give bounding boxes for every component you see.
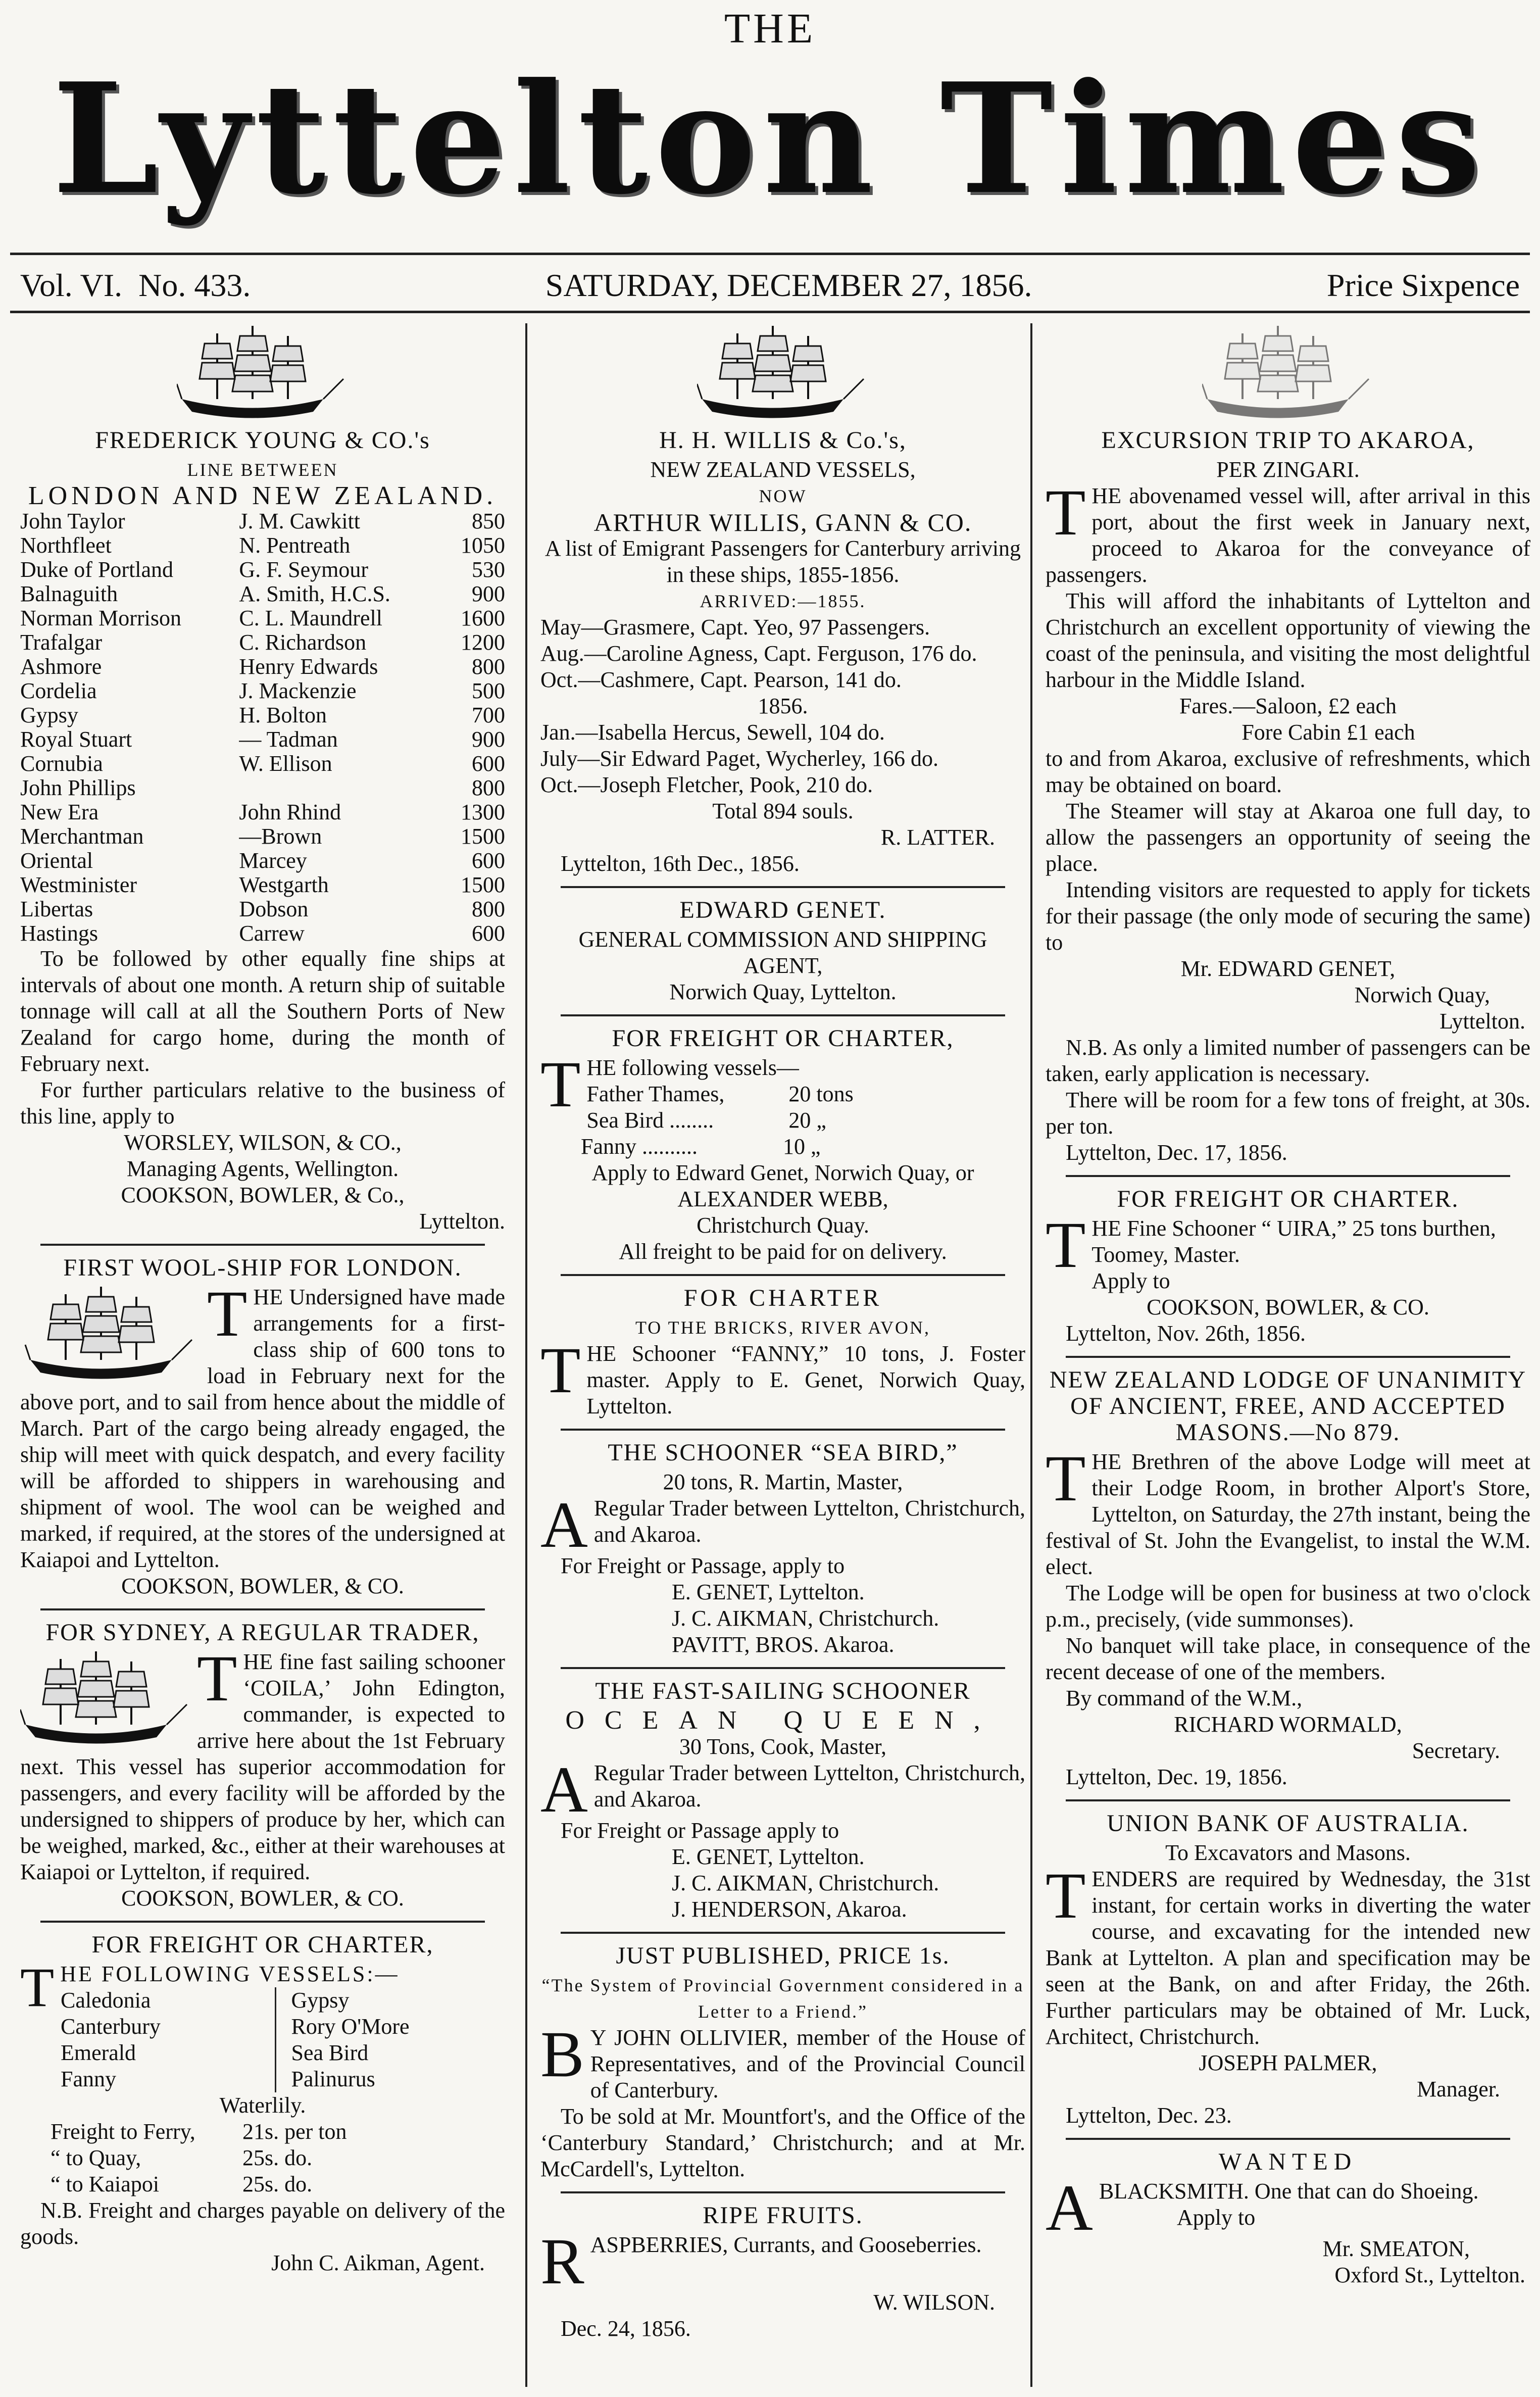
charter-sub: TO THE BRICKS, RIVER AVON, xyxy=(635,1317,931,1338)
excursion-agent-quay: Norwich Quay, xyxy=(1354,983,1490,1007)
ship-captain xyxy=(239,776,444,800)
excursion-agent: Mr. EDWARD GENET, xyxy=(1180,956,1396,981)
bank-date: Lyttelton, Dec. 23. xyxy=(1066,2103,1232,2128)
ocean-sub: 30 Tons, Cook, Master, xyxy=(679,1734,886,1759)
published-sub: “The System of Provincial Government considered in a Letter to a Friend.” xyxy=(541,1975,1024,2022)
ship-captain: N. Pentreath xyxy=(239,533,351,558)
charter-body: THE Schooner “FANNY,” 10 tons, J. Foster master. Apply to E. Genet, Norwich Quay, Lyttelton. xyxy=(540,1334,1025,1418)
bank-role: Manager. xyxy=(1417,2077,1500,2101)
ship-name: Hastings xyxy=(20,921,98,946)
freight2-alt-location: Christchurch Quay. xyxy=(697,1213,869,1238)
seabird-sub: 20 tons, R. Martin, Master, xyxy=(663,1470,903,1494)
genet-name: EDWARD GENET. xyxy=(679,897,886,923)
ship-tons: 1050 xyxy=(461,533,505,558)
table-row xyxy=(20,509,505,533)
ship-icon xyxy=(1202,323,1374,424)
ocean-title: THE FAST-SAILING SCHOONER xyxy=(595,1678,971,1704)
masthead-rule xyxy=(10,253,1530,255)
ship-name: Balnaguith xyxy=(20,581,118,606)
ship-name: Gypsy xyxy=(20,703,78,727)
separator xyxy=(1066,1356,1510,1358)
separator xyxy=(561,886,1005,888)
young-line-between: LINE BETWEEN xyxy=(187,460,338,480)
fruits-date: Dec. 24, 1856. xyxy=(561,2316,691,2341)
list-item: Sea Bird xyxy=(291,2040,369,2065)
excursion-agent-town: Lyttelton. xyxy=(1439,1009,1525,1034)
ship-name: Cornubia xyxy=(20,751,103,776)
rate-value: 21s. per ton xyxy=(242,2119,347,2144)
lodge-title: NEW ZEALAND LODGE OF UNANIMITY OF ANCIENT, FREE, AND ACCEPTED MASONS.—No 879. xyxy=(1049,1366,1527,1446)
separator xyxy=(40,1921,485,1923)
willis-date: Lyttelton, 16th Dec., 1856. xyxy=(561,851,800,876)
excursion-body: THE abovenamed vessel will, after arrival in this port, about the first week in January next, proceed to Akaroa for the conveyance of passengers. xyxy=(1046,476,1530,587)
table-row xyxy=(20,849,505,873)
table-row xyxy=(20,582,505,606)
ship-name: Cordelia xyxy=(20,678,97,703)
vessel-row xyxy=(581,1134,1025,1160)
young-route: LONDON AND NEW ZEALAND. xyxy=(28,481,498,510)
ocean-apply: For Freight or Passage apply to xyxy=(561,1818,839,1843)
freight2-alt: ALEXANDER WEBB, xyxy=(677,1187,888,1211)
woolship-sign: COOKSON, BOWLER, & CO. xyxy=(121,1574,404,1598)
lodge-role: Secretary. xyxy=(1412,1738,1500,1763)
ship-captain: Carrew xyxy=(239,921,305,946)
ship-name: Duke of Portland xyxy=(20,557,174,582)
vessel-tons: 20 tons xyxy=(788,1082,854,1106)
table-row xyxy=(20,655,505,679)
ship-tons: 800 xyxy=(472,654,505,679)
masthead-the: THE xyxy=(724,5,816,52)
table-row xyxy=(20,630,505,655)
list-item: Gypsy xyxy=(291,1988,350,2013)
willis-total: Total 894 souls. xyxy=(712,799,854,823)
uira-date: Lyttelton, Nov. 26th, 1856. xyxy=(1066,1321,1306,1346)
rate-row xyxy=(51,2171,505,2197)
excursion-room: There will be room for a few tons of freight, at 30s. per ton. xyxy=(1046,1088,1530,1139)
list-item: May—Grasmere, Capt. Yeo, 97 Passengers. xyxy=(540,615,930,640)
ship-tons: 800 xyxy=(472,897,505,921)
vessel-row xyxy=(586,1081,1025,1107)
table-row xyxy=(20,679,505,703)
excursion-body2: This will afford the inhabitants of Lyttelton and Christchurch an excellent opportunity of viewing the coast of the peninsula, and visiting the most delightful harbour in the Middle Island. xyxy=(1046,589,1530,692)
vessel-list xyxy=(61,1987,505,2092)
list-item: Oct.—Joseph Fletcher, Pook, 210 do. xyxy=(540,772,873,797)
table-row xyxy=(20,897,505,921)
vessel-name: Father Thames, xyxy=(586,1082,725,1106)
ship-tons: 900 xyxy=(472,581,505,606)
ship-captain: — Tadman xyxy=(239,727,338,752)
column-divider xyxy=(1030,323,1032,2387)
young-apply: For further particulars relative to the business of this line, apply to xyxy=(20,1078,505,1129)
table-row xyxy=(20,606,505,630)
separator xyxy=(40,1244,485,1246)
column-2 xyxy=(540,323,1025,2342)
rate-row xyxy=(51,2119,505,2145)
agent: J. C. AIKMAN, Christchurch. xyxy=(672,1871,939,1895)
willis-intro: A list of Emigrant Passengers for Canterbury arriving in these ships, 1855-1856. xyxy=(544,536,1021,587)
agent: E. GENET, Lyttelton. xyxy=(672,1580,865,1604)
bank-sub: To Excavators and Masons. xyxy=(1165,1840,1411,1865)
vessel-name: Fanny .......... xyxy=(581,1134,698,1159)
list-item: July—Sir Edward Paget, Wycherley, 166 do. xyxy=(540,746,938,771)
ship-name: Libertas xyxy=(20,897,93,921)
table-row xyxy=(20,776,505,800)
separator xyxy=(1066,1799,1510,1801)
ship-captain: C. Richardson xyxy=(239,630,367,655)
ocean-body: A Regular Trader between Lyttelton, Christchurch, and Akaroa. xyxy=(540,1753,1025,1826)
excursion-nb: N.B. As only a limited number of passengers can be taken, early application is necessary. xyxy=(1046,1035,1530,1086)
separator xyxy=(40,1608,485,1610)
lodge-body: THE Brethren of the above Lodge will meet at their Lodge Room, in brother Alport's Store, Lyttelton, on Saturday, the 27th instant, being the festival of St. John the Evangelist, to instal the W.M. elect. xyxy=(1046,1442,1530,1579)
separator xyxy=(561,1667,1005,1669)
wanted-apply: Apply to xyxy=(1177,2205,1256,2230)
uira-sign: COOKSON, BOWLER, & CO. xyxy=(1147,1295,1429,1319)
woolship-body: THE Undersigned have made arrangements for a first-class ship of 600 tons to load in February next for the above port, and to sail from hence about the middle of March. Part of the cargo being already engaged, the ship will meet with quick despatch, and every facility will be afforded to shippers in warehousing and shipment of wool. The wool can be weighed and marked, if required, at the stores of the undersigned at Kaiapoi and Lyttelton. xyxy=(20,1278,505,1572)
seabird-apply: For Freight or Passage, apply to xyxy=(561,1553,845,1578)
list-item: Caledonia xyxy=(61,1988,151,2013)
ship-icon xyxy=(20,1284,202,1385)
uira-body: THE Fine Schooner “ UIRA,” 25 tons burthen, Toomey, Master. xyxy=(1046,1209,1496,1282)
rate-row xyxy=(51,2145,505,2171)
ship-tons: 900 xyxy=(472,727,505,752)
price: Price Sixpence xyxy=(1326,267,1520,303)
ship-captain: J. Mackenzie xyxy=(239,678,357,703)
ship-captain: —Brown xyxy=(239,824,322,849)
willis-sign: R. LATTER. xyxy=(880,825,995,850)
ship-tons: 530 xyxy=(472,557,505,582)
willis-sub: NEW ZEALAND VESSELS, xyxy=(650,457,916,482)
ship-captain: C. L. Maundrell xyxy=(239,606,382,630)
excursion-fare1: Fares.—Saloon, £2 each xyxy=(1179,694,1397,718)
excursion-title: EXCURSION TRIP TO AKAROA, xyxy=(1101,427,1475,454)
willis-arrived: ARRIVED:—1855. xyxy=(700,591,866,611)
willis-firm: ARTHUR WILLIS, GANN & CO. xyxy=(593,508,972,536)
table-row xyxy=(20,800,505,824)
ship-name: Oriental xyxy=(20,848,93,873)
ship-captain: W. Ellison xyxy=(239,751,332,776)
separator xyxy=(1066,2138,1510,2140)
woolship-title: FIRST WOOL-SHIP FOR LONDON. xyxy=(63,1254,462,1281)
ship-name: Merchantman xyxy=(20,824,144,849)
volume-number: Vol. VI. No. 433. xyxy=(20,267,251,303)
ship-name: Royal Stuart xyxy=(20,727,132,752)
young-agent: WORSLEY, WILSON, & CO., xyxy=(124,1130,402,1155)
separator xyxy=(1066,1175,1510,1177)
fruits-title: RIPE FRUITS. xyxy=(703,2202,863,2229)
ship-captain: John Rhind xyxy=(239,800,341,824)
ship-captain: Henry Edwards xyxy=(239,654,378,679)
separator xyxy=(561,1429,1005,1431)
ship-tons: 1600 xyxy=(461,606,505,630)
young-body: To be followed by other equally fine ships at intervals of about one month. A return ship of suitable tonnage will call at all the Southern Ports of New Zealand for cargo home, during the month of February next. xyxy=(20,946,505,1076)
issue-date: SATURDAY, DECEMBER 27, 1856. xyxy=(545,267,1032,303)
sydney-sign: COOKSON, BOWLER, & CO. xyxy=(121,1886,404,1911)
freight2-note: All freight to be paid for on delivery. xyxy=(619,1239,947,1264)
charter-title: FOR CHARTER xyxy=(683,1285,882,1311)
lodge-date: Lyttelton, Dec. 19, 1856. xyxy=(1066,1765,1287,1789)
table-row xyxy=(20,703,505,727)
seabird-body: A Regular Trader between Lyttelton, Christchurch, and Akaroa. xyxy=(540,1489,1025,1561)
ship-icon xyxy=(20,1649,192,1750)
agent: J. HENDERSON, Akaroa. xyxy=(672,1897,907,1922)
table-row xyxy=(20,921,505,946)
lodge-sign: RICHARD WORMALD, xyxy=(1174,1712,1402,1737)
freight-sign: John C. Aikman, Agent. xyxy=(271,2251,485,2275)
ship-tons: 1300 xyxy=(461,800,505,824)
table-row xyxy=(20,752,505,776)
sydney-body: THE fine fast sailing schooner ‘COILA,’ John Edington, commander, is expected to arrive here about the 1st February next. This vessel has superior accommodation for passengers, and every facility will be afforded by the undersigned to shippers of produce by her, which can be weighed, marked, &c., either at their warehouses at Kaiapoi or Lyttelton, if required. xyxy=(20,1642,505,1884)
genet-address: Norwich Quay, Lyttelton. xyxy=(669,980,897,1004)
dateline-rule xyxy=(10,311,1530,313)
ship-icon xyxy=(177,323,349,424)
ocean-name: OCEAN QUEEN, xyxy=(565,1706,1001,1735)
ship-name: Ashmore xyxy=(20,654,102,679)
rate-destination: “ to Quay, xyxy=(51,2145,141,2170)
table-row xyxy=(20,727,505,752)
ship-tons: 1500 xyxy=(461,872,505,897)
published-body: B Y JOHN OLLIVIER, member of the House of Representatives, and of the Provincial Council of Canterbury. xyxy=(540,2018,1025,2102)
table-row xyxy=(20,558,505,582)
lodge-body3: No banquet will take place, in consequence of the recent decease of one of the members. xyxy=(1046,1633,1530,1684)
list-item: Canterbury xyxy=(61,2014,161,2039)
ship-captain: G. F. Seymour xyxy=(239,557,369,582)
vessel-tons: 20 „ xyxy=(788,1108,826,1133)
separator xyxy=(561,1274,1005,1276)
excursion-fare2: Fore Cabin £1 each xyxy=(1241,720,1415,745)
rate-destination: “ to Kaiapoi xyxy=(51,2172,160,2196)
ship-name: New Era xyxy=(20,800,99,824)
vessel-tons: 10 „ xyxy=(783,1134,821,1159)
excursion-date: Lyttelton, Dec. 17, 1856. xyxy=(1066,1140,1287,1165)
table-row xyxy=(20,824,505,849)
ship-name: John Taylor xyxy=(20,509,125,533)
freight-last: Waterlily. xyxy=(219,2093,306,2118)
column-divider xyxy=(525,323,527,2387)
ship-captain: J. M. Cawkitt xyxy=(239,509,360,533)
masthead-title: Lyttelton Times xyxy=(52,50,1488,228)
published-title: JUST PUBLISHED, PRICE 1s. xyxy=(616,1942,950,1969)
willis-title: H. H. WILLIS & Co.'s, xyxy=(659,427,907,454)
list-item: Jan.—Isabella Hercus, Sewell, 104 do. xyxy=(540,720,885,745)
list-item: Rory O'More xyxy=(291,2014,410,2039)
lodge-body2: The Lodge will be open for business at two o'clock p.m., precisely, (vide summonses). xyxy=(1046,1581,1530,1632)
agent: E. GENET, Lyttelton. xyxy=(672,1844,865,1869)
sydney-title: FOR SYDNEY, A REGULAR TRADER, xyxy=(45,1619,480,1646)
ship-captain: Marcey xyxy=(239,848,307,873)
ship-name: John Phillips xyxy=(20,775,136,800)
wanted-sign: Mr. SMEATON, xyxy=(1322,2236,1470,2261)
ship-captain: A. Smith, H.C.S. xyxy=(239,581,390,606)
separator xyxy=(561,2191,1005,2193)
uira-title: FOR FREIGHT OR CHARTER. xyxy=(1117,1186,1459,1212)
vessel-row xyxy=(586,1107,1025,1134)
list-item: Emerald xyxy=(61,2040,136,2065)
rate-destination: Freight to Ferry, xyxy=(51,2119,195,2144)
table-row xyxy=(20,533,505,558)
freight2-lead: THE following vessels— xyxy=(540,1048,799,1121)
uira-apply: Apply to xyxy=(1091,1268,1170,1293)
agent: J. C. AIKMAN, Christchurch. xyxy=(672,1606,939,1631)
table-row xyxy=(20,873,505,897)
list-item: Aug.—Caroline Agness, Capt. Ferguson, 176 do. xyxy=(540,641,977,666)
ship-captain: Dobson xyxy=(239,897,309,921)
bank-sign: JOSEPH PALMER, xyxy=(1199,2050,1377,2075)
freight2-apply: Apply to Edward Genet, Norwich Quay, or xyxy=(591,1160,974,1185)
column-3 xyxy=(1046,323,1530,2288)
ship-list xyxy=(20,509,505,946)
list-item: Oct.—Cashmere, Capt. Pearson, 141 do. xyxy=(540,667,902,692)
ship-tons: 500 xyxy=(472,678,505,703)
freight-title: FOR FREIGHT OR CHARTER, xyxy=(91,1931,434,1958)
bank-body: TENDERS are required by Wednesday, the 31st instant, for certain works in diverting the water course, and excavating for the intended new Bank at Lyttelton. A plan and specification may be seen at the Bank, on and after Friday, the 26th. Further particulars may be obtained of Mr. Luck, Architect, Christchurch. xyxy=(1046,1860,1530,2049)
wanted-body: ABLACKSMITH. One that can do Shoeing. xyxy=(1046,2172,1479,2244)
ship-tons: 600 xyxy=(472,751,505,776)
ship-tons: 600 xyxy=(472,921,505,946)
ship-tons: 850 xyxy=(472,509,505,533)
ship-name: Norman Morrison xyxy=(20,606,181,630)
ship-tons: 600 xyxy=(472,848,505,873)
excursion-body4: The Steamer will stay at Akaroa one full day, to allow the passengers an opportunity of seeing the place. xyxy=(1046,799,1530,876)
ship-tons: 800 xyxy=(472,775,505,800)
excursion-body3: to and from Akaroa, exclusive of refreshments, which may be obtained on board. xyxy=(1046,746,1530,797)
vessel-name: Sea Bird ........ xyxy=(586,1108,714,1133)
lodge-command: By command of the W.M., xyxy=(1066,1686,1303,1710)
ship-captain: H. Bolton xyxy=(239,703,327,727)
fruits-body: RASPBERRIES, Currants, and Gooseberries. xyxy=(540,2225,982,2298)
ship-tons: 1500 xyxy=(461,824,505,849)
wanted-title: WANTED xyxy=(1218,2148,1358,2175)
rate-value: 25s. do. xyxy=(242,2145,313,2170)
separator xyxy=(561,1932,1005,1934)
freight-lead: THE FOLLOWING VESSELS:— xyxy=(20,1956,400,2018)
freight2-title: FOR FREIGHT OR CHARTER, xyxy=(612,1025,954,1052)
list-item: Fanny xyxy=(61,2067,116,2091)
column-1 xyxy=(20,323,505,2276)
ship-name: Westminister xyxy=(20,872,137,897)
fruits-sign: W. WILSON. xyxy=(873,2290,995,2315)
bank-title: UNION BANK OF AUSTRALIA. xyxy=(1107,1810,1469,1837)
wanted-address: Oxford St., Lyttelton. xyxy=(1334,2263,1525,2287)
genet-role: GENERAL COMMISSION AND SHIPPING AGENT, xyxy=(578,927,987,978)
ship-icon xyxy=(697,323,869,424)
ship-tons: 700 xyxy=(472,703,505,727)
published-sale: To be sold at Mr. Mountfort's, and the Office of the ‘Canterbury Standard,’ Christchurch; and at Mr. McCardell's, Lyttelton. xyxy=(540,2104,1025,2181)
excursion-sub: PER ZINGARI. xyxy=(1216,457,1360,482)
willis-now: NOW xyxy=(759,486,807,506)
list-item: Palinurus xyxy=(291,2067,375,2091)
young-agent-location: Managing Agents, Wellington. xyxy=(126,1156,399,1181)
ship-tons: 1200 xyxy=(461,630,505,655)
young-agent2: COOKSON, BOWLER, & Co., xyxy=(121,1183,405,1207)
ship-name: Northfleet xyxy=(20,533,112,558)
young-title: FREDERICK YOUNG & CO.'s xyxy=(95,427,430,454)
excursion-body5: Intending visitors are requested to apply for tickets for their passage (the only mode of securing the same) to xyxy=(1046,877,1530,955)
ship-captain: Westgarth xyxy=(239,872,329,897)
rate-value: 25s. do. xyxy=(242,2172,313,2196)
dateline xyxy=(20,265,1520,306)
separator xyxy=(561,1014,1005,1016)
willis-year: 1856. xyxy=(758,694,808,718)
seabird-title: THE SCHOONER “SEA BIRD,” xyxy=(608,1439,958,1466)
agent: PAVITT, BROS. Akaroa. xyxy=(672,1632,895,1657)
young-agent2-location: Lyttelton. xyxy=(419,1209,505,1234)
freight-note: N.B. Freight and charges payable on delivery of the goods. xyxy=(20,2198,505,2249)
ship-name: Trafalgar xyxy=(20,630,103,655)
